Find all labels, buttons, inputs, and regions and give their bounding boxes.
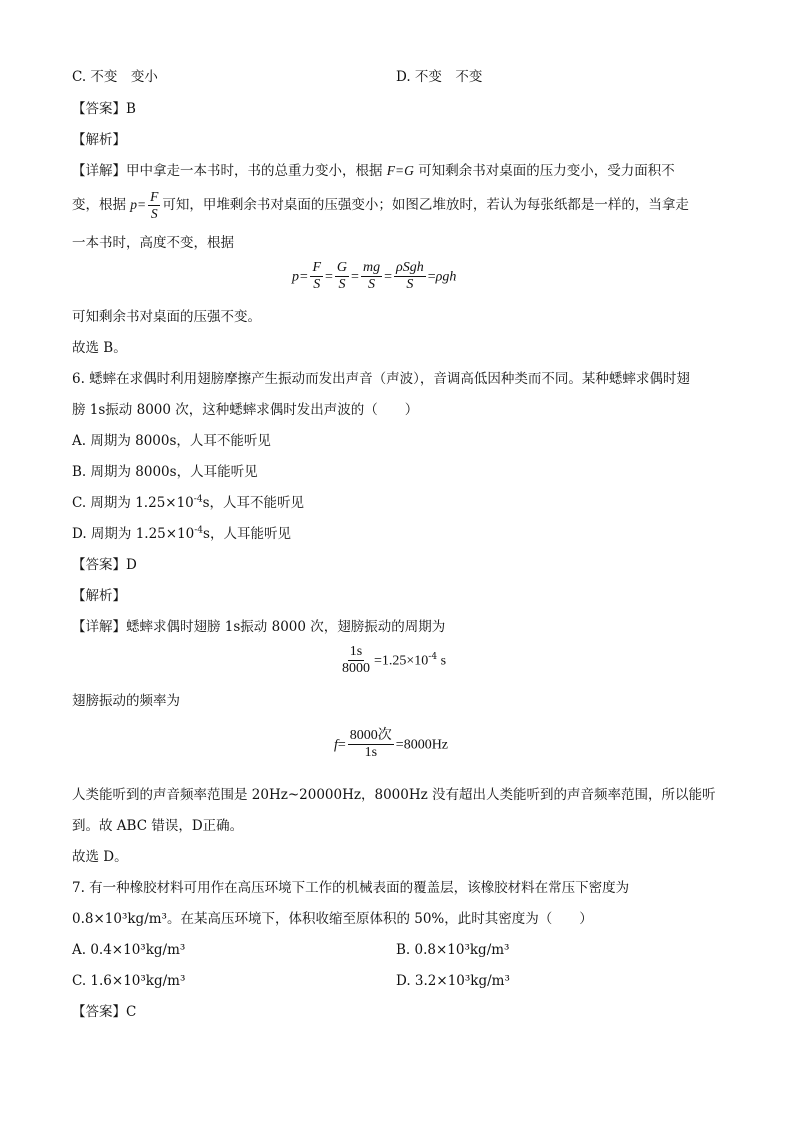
- q6-answer: 【答案】D: [72, 557, 137, 573]
- q6-stem-line-1: 6. 蟋蟀在求偶时利用翅膀摩擦产生振动而发出声音（声波），音调高低因种类而不同。某种蟋蟀求偶时翅: [72, 371, 690, 387]
- q6-option-b: B. 周期为 8000s，人耳能听见: [72, 464, 258, 480]
- q5-option-c: C. 不变 变小: [72, 69, 158, 85]
- q6-option-a: A. 周期为 8000s，人耳不能听见: [72, 433, 271, 449]
- q6-frequency-formula: f= $\frac{\text{8000次}}{1s}$ =8000Hz: [334, 728, 449, 760]
- q5-answer: 【答案】B: [72, 101, 136, 117]
- q6-frequency-label: 翅膀振动的频率为: [72, 693, 180, 709]
- q6-detail-line-3: 到。故 ABC 错误，D正确。: [72, 818, 244, 834]
- q7-stem-line-1: 7. 有一种橡胶材料可用作在高压环境下工作的机械表面的覆盖层，该橡胶材料在常压下密度为: [72, 880, 630, 896]
- fraction-f-over-s: $\frac{F}{S}$: [150, 189, 159, 221]
- q6-period-formula: $\frac{1s}{8000}$ $=1.25\times 10^{-4}$ s: [342, 644, 447, 676]
- q7-option-b: B. 0.8×10³kg/m³: [396, 942, 510, 958]
- q6-detail-line-1: 【详解】蟋蟀求偶时翅膀 1s振动 8000 次，翅膀振动的周期为: [72, 619, 446, 635]
- q5-choose: 故选 B。: [72, 340, 127, 356]
- q6-choose: 故选 D。: [72, 849, 128, 865]
- q7-option-c: C. 1.6×10³kg/m³: [72, 973, 186, 989]
- q7-option-d: D. 3.2×10³kg/m³: [396, 973, 510, 989]
- q5-option-d: D. 不变 不变: [396, 69, 483, 85]
- q6-detail-line-2: 人类能听到的声音频率范围是 20Hz~20000Hz，8000Hz 没有超出人类能听到的声音频率范围，所以能听: [72, 787, 716, 803]
- q6-option-c: C. 周期为 $1.25\times 10^{-4}s$，人耳不能听见: [72, 494, 304, 511]
- q5-conclusion: 可知剩余书对桌面的压强不变。: [72, 309, 261, 325]
- q5-detail-line-3: 一本书时，高度不变，根据: [72, 235, 234, 251]
- q6-option-d: D. 周期为 $1.25\times 10^{-4}s$，人耳能听见: [72, 525, 291, 542]
- q6-stem-line-2: 膀 1s振动 8000 次，这种蟋蟀求偶时发出声波的（ ）: [72, 402, 419, 418]
- q7-option-a: A. 0.4×10³kg/m³: [72, 942, 186, 958]
- q5-pressure-formula: p= $\frac{F}{S}$ = $\frac{G}{S}$ = $\frac{mg}{S}$ = $\frac{\text{ρSgh}}{S}$ =ρgh: [292, 260, 457, 292]
- q7-stem-line-2: 0.8×10³kg/m³。在某高压环境下，体积收缩至原体积的 50%，此时其密度为（ ）: [72, 911, 593, 927]
- q5-detail-line-2: 变，根据 p= $\frac{F}{S}$ 可知，甲堆剩余书对桌面的压强变小；如图乙堆放时，若认为每张纸都是一样的，当拿走: [72, 189, 689, 221]
- q5-analysis-label: 【解析】: [72, 132, 126, 148]
- q7-answer: 【答案】C: [72, 1004, 137, 1020]
- q5-detail-line-1: 【详解】甲中拿走一本书时，书的总重力变小，根据 F=G 可知剩余书对桌面的压力变小，受力面积不: [72, 163, 675, 179]
- formula-f-equals-g: F=G: [386, 163, 414, 178]
- q6-analysis-label: 【解析】: [72, 588, 126, 604]
